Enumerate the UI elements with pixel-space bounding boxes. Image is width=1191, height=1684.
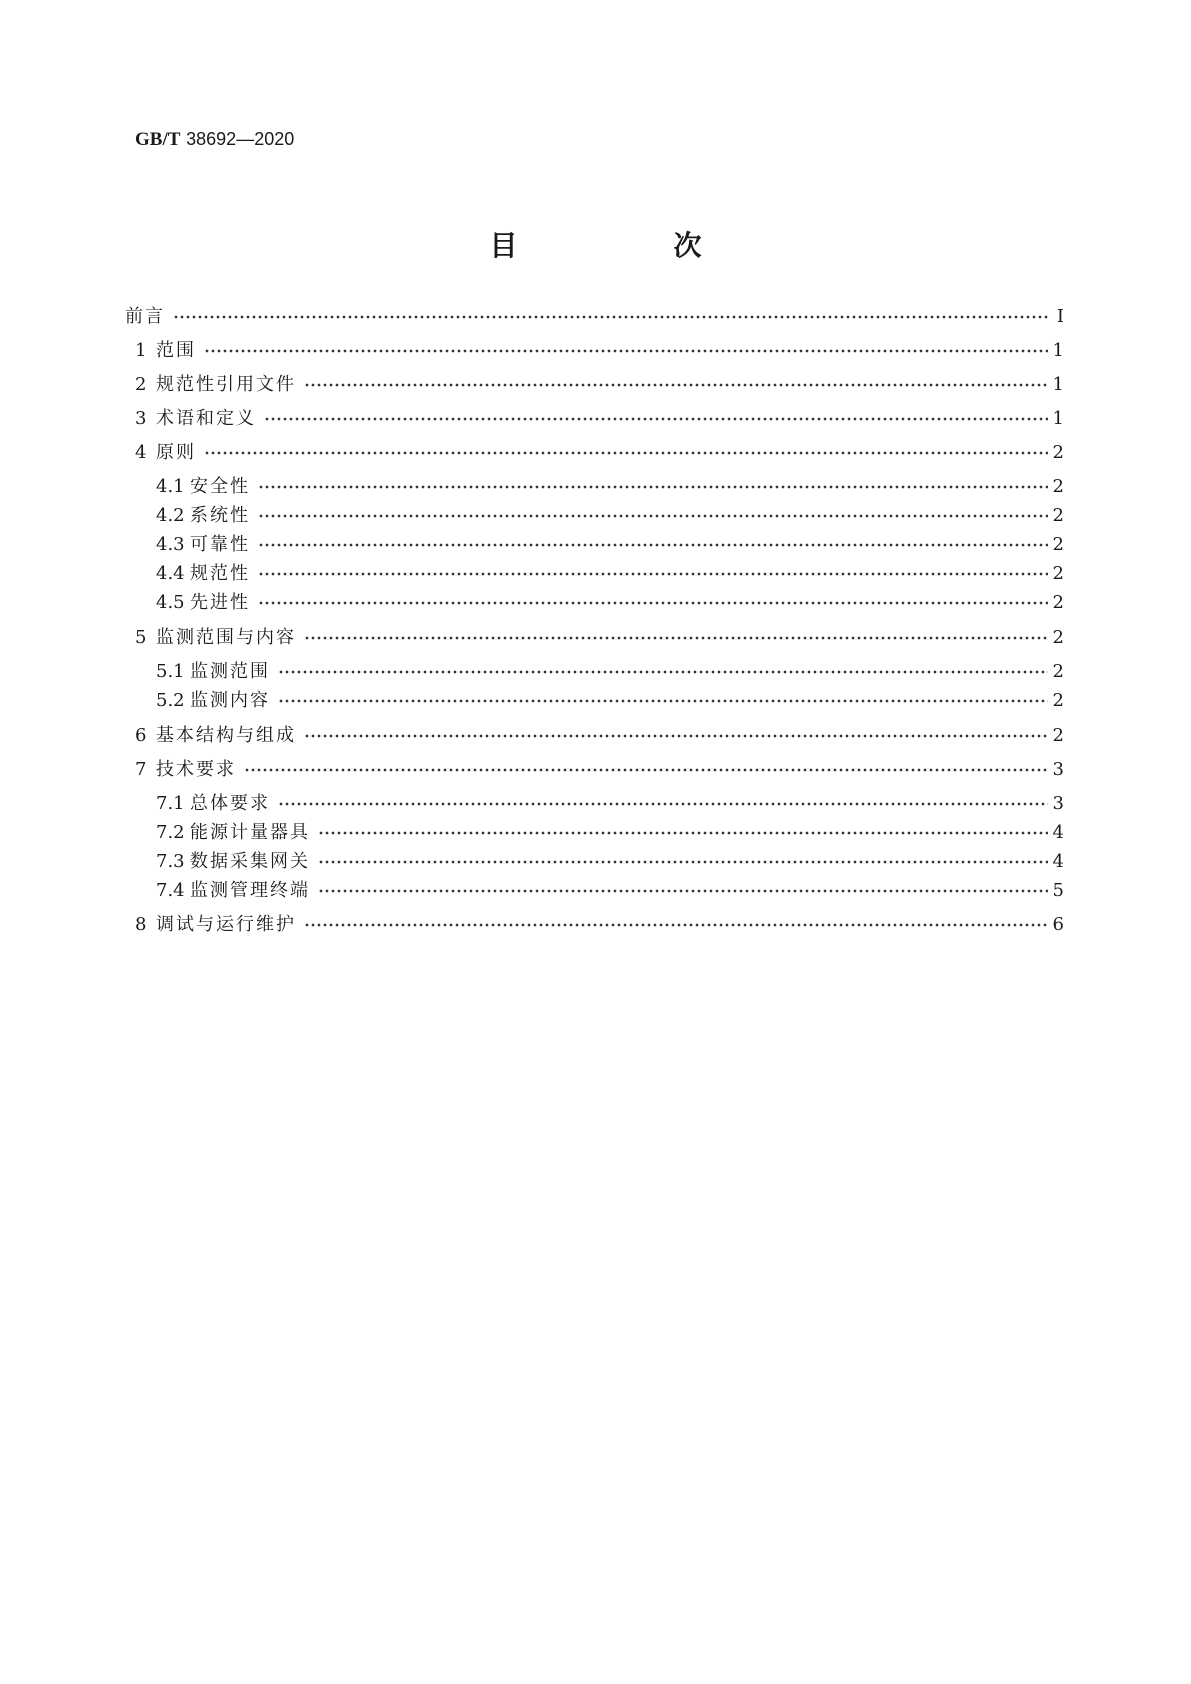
toc-leader-dots [318, 885, 1048, 897]
toc-entry-label: 规范性 [190, 563, 250, 584]
toc-entry-number: 1 [135, 340, 147, 361]
toc-entry[interactable] [0, 791, 1191, 817]
toc-entry-label: 安全性 [190, 476, 250, 497]
toc-entry[interactable] [0, 659, 1191, 685]
toc-entry[interactable] [0, 474, 1191, 500]
toc-entry-number: 5 [135, 627, 147, 648]
toc-entry-page: 2 [1052, 627, 1064, 648]
toc-entry-number: 4.5 [156, 592, 185, 613]
toc-entry-number: 8 [135, 914, 147, 935]
toc-entry[interactable] [0, 757, 1191, 783]
toc-entry-number: 7.2 [156, 822, 185, 843]
toc-entry-label: 技术要求 [156, 759, 236, 780]
toc-entry[interactable] [0, 688, 1191, 714]
toc-entry-page: 4 [1052, 822, 1064, 843]
toc-entry-page: 4 [1052, 851, 1064, 872]
toc-entry-page: 2 [1052, 690, 1064, 711]
toc-entry-number: 4 [135, 442, 147, 463]
toc-entry-page: 5 [1052, 880, 1064, 901]
toc-entry-label: 范围 [156, 340, 196, 361]
toc-entry-page: 2 [1052, 563, 1064, 584]
toc-entry-page: 2 [1052, 592, 1064, 613]
toc-entry[interactable] [0, 723, 1191, 749]
toc-entry-label: 总体要求 [190, 793, 270, 814]
toc-entry-label: 监测内容 [190, 690, 270, 711]
toc-entry-page: 3 [1052, 759, 1064, 780]
toc-entry[interactable] [0, 503, 1191, 529]
toc-entry[interactable] [0, 304, 1191, 330]
toc-leader-dots [244, 764, 1048, 776]
toc-entry-label: 能源计量器具 [190, 822, 310, 843]
toc-entry-page: 1 [1052, 340, 1064, 361]
toc-entry-page: 6 [1052, 914, 1064, 935]
toc-entry-label: 数据采集网关 [190, 851, 310, 872]
toc-entry-label: 规范性引用文件 [156, 374, 296, 395]
toc-entry[interactable] [0, 532, 1191, 558]
toc-entry[interactable] [0, 849, 1191, 875]
toc-entry[interactable] [0, 625, 1191, 651]
toc-entry[interactable] [0, 561, 1191, 587]
toc-leader-dots [304, 632, 1048, 644]
toc-leader-dots [258, 568, 1048, 580]
toc-entry-label: 术语和定义 [156, 408, 256, 429]
toc-leader-dots [278, 666, 1048, 678]
toc-entry-label: 系统性 [190, 505, 250, 526]
toc-entry-label: 监测管理终端 [190, 880, 310, 901]
toc-leader-dots [173, 311, 1048, 323]
toc-leader-dots [258, 597, 1048, 609]
toc-entry-page: 2 [1052, 534, 1064, 555]
toc-entry[interactable] [0, 440, 1191, 466]
toc-entry-label: 先进性 [190, 592, 250, 613]
toc-leader-dots [304, 730, 1048, 742]
toc-leader-dots [258, 510, 1048, 522]
toc-leader-dots [304, 379, 1048, 391]
toc-entry-number: 4.2 [156, 505, 185, 526]
toc-entry-label: 基本结构与组成 [156, 725, 296, 746]
toc-entry[interactable] [0, 590, 1191, 616]
toc-entry-number: 4.1 [156, 476, 185, 497]
toc-entry-label: 前言 [125, 306, 165, 327]
toc-leader-dots [204, 447, 1048, 459]
toc-entry-label: 原则 [156, 442, 196, 463]
toc-leader-dots [258, 539, 1048, 551]
toc-entry-label: 可靠性 [190, 534, 250, 555]
toc-entry-page: 2 [1052, 442, 1064, 463]
toc-entry-number: 5.1 [156, 661, 185, 682]
toc-entry[interactable] [0, 878, 1191, 904]
toc-entry-page: 2 [1052, 661, 1064, 682]
toc-entry-page: 2 [1052, 725, 1064, 746]
toc-entry-number: 2 [135, 374, 147, 395]
toc-entry-label: 监测范围 [190, 661, 270, 682]
toc-entry-page: 3 [1052, 793, 1064, 814]
toc-entry-number: 6 [135, 725, 147, 746]
toc-entry-number: 7.3 [156, 851, 185, 872]
toc-entry[interactable] [0, 338, 1191, 364]
toc-entry-page: 2 [1052, 476, 1064, 497]
toc-entry-number: 7 [135, 759, 147, 780]
toc-entry-number: 4.3 [156, 534, 185, 555]
toc-leader-dots [318, 827, 1048, 839]
toc-leader-dots [204, 345, 1048, 357]
toc-entry-number: 5.2 [156, 690, 185, 711]
toc-title: 目 次 [489, 229, 766, 262]
toc-entry-number: 7.4 [156, 880, 185, 901]
toc-entry-label: 调试与运行维护 [156, 914, 296, 935]
toc-leader-dots [278, 695, 1048, 707]
document-code-prefix: GB/T [135, 129, 181, 150]
toc-leader-dots [258, 481, 1048, 493]
toc-entry-page: 1 [1052, 408, 1064, 429]
toc-entry-page: 2 [1052, 505, 1064, 526]
toc-entry[interactable] [0, 912, 1191, 938]
toc-entry[interactable] [0, 406, 1191, 432]
toc-leader-dots [318, 856, 1048, 868]
toc-entry-number: 3 [135, 408, 147, 429]
toc-leader-dots [278, 798, 1048, 810]
toc-entry-label: 监测范围与内容 [156, 627, 296, 648]
toc-entry-number: 4.4 [156, 563, 185, 584]
toc-entry-page: 1 [1052, 374, 1064, 395]
toc-entry-page: Ⅰ [1056, 306, 1064, 327]
toc-entry-number: 7.1 [156, 793, 185, 814]
document-code-number: 38692—2020 [186, 129, 295, 149]
toc-entry[interactable] [0, 820, 1191, 846]
toc-leader-dots [304, 919, 1048, 931]
toc-entry[interactable] [0, 372, 1191, 398]
toc-leader-dots [264, 413, 1048, 425]
